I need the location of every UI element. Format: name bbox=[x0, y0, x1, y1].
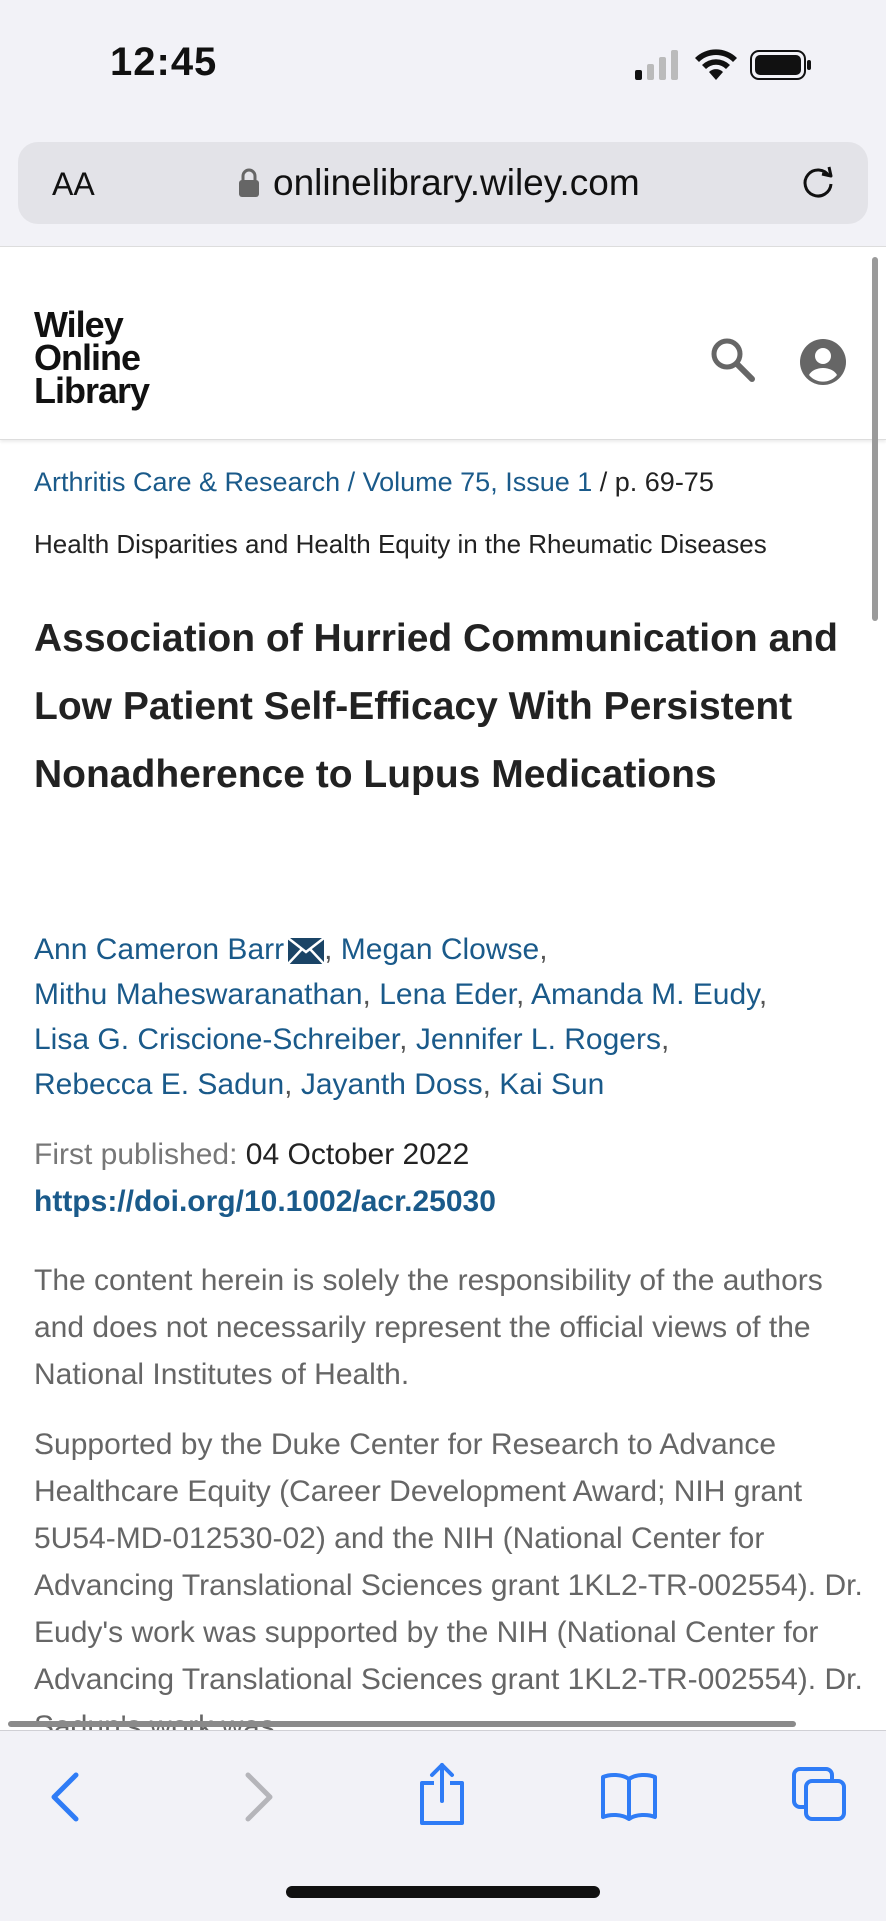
author-link[interactable]: Rebecca E. Sadun bbox=[34, 1068, 285, 1101]
home-indicator[interactable] bbox=[286, 1886, 600, 1898]
horizontal-scrollbar[interactable] bbox=[8, 1721, 796, 1727]
address-bar[interactable] bbox=[18, 142, 868, 224]
vertical-scrollbar[interactable] bbox=[872, 257, 878, 621]
author-link[interactable]: Kai Sun bbox=[499, 1068, 605, 1101]
reload-icon[interactable] bbox=[798, 162, 838, 202]
cellular-signal-icon bbox=[635, 50, 681, 80]
account-icon[interactable] bbox=[800, 339, 846, 385]
tabs-icon[interactable] bbox=[792, 1767, 846, 1821]
wiley-logo[interactable]: Wiley Online Library bbox=[34, 304, 150, 411]
site-header bbox=[0, 247, 886, 440]
clock: 12:45 bbox=[110, 40, 218, 84]
author-link[interactable]: Megan Clowse bbox=[340, 933, 540, 966]
author-link[interactable]: Jennifer L. Rogers bbox=[415, 1023, 661, 1056]
disclaimer-note: The content herein is solely the responsibility of the authors and does not necessarily represent the official views of the National Institutes of Health. bbox=[34, 1264, 823, 1391]
published-date: 04 October 2022 bbox=[245, 1138, 470, 1171]
lock-icon bbox=[238, 168, 260, 198]
bookmarks-icon[interactable] bbox=[600, 1771, 658, 1821]
published-label: First published: bbox=[34, 1138, 238, 1171]
back-icon[interactable] bbox=[46, 1769, 86, 1825]
author-link[interactable]: Amanda M. Eudy bbox=[531, 978, 759, 1011]
article-section: Health Disparities and Health Equity in the Rheumatic Diseases bbox=[34, 529, 767, 559]
wifi-icon bbox=[694, 48, 738, 82]
search-icon[interactable] bbox=[710, 337, 756, 383]
text-size-button[interactable]: AA bbox=[52, 166, 95, 202]
author-link[interactable]: Mithu Maheswaranathan bbox=[34, 978, 363, 1011]
mail-icon[interactable] bbox=[288, 938, 324, 964]
battery-icon bbox=[750, 50, 812, 80]
funding-note: Supported by the Duke Center for Research to Advance Healthcare Equity (Career Development Award; NIH grant 5U54-MD-012530-02) and the NIH (National Center for Advancing Translational Sciences grant 1KL2-TR-002554). Dr. Eudy's work was supported by the NIH (National Center for Advancing Translational Sciences grant 1KL2-TR-002554). Dr. bbox=[34, 1428, 863, 1696]
doi-link[interactable]: https://doi.org/10.1002/acr.25030 bbox=[34, 1185, 496, 1218]
status-bar bbox=[0, 0, 886, 130]
share-icon[interactable] bbox=[416, 1761, 468, 1827]
author-link[interactable]: Ann Cameron Barr bbox=[34, 933, 285, 966]
author-list: Ann Cameron Barr , Megan Clowse, Mithu Maheswaranathan, Lena Eder, Amanda M. Eudy, Lisa G. Criscione-Schreiber, Jennifer L. Rogers, Rebecca E. Sadun, Jayanth Doss, Kai Sun bbox=[34, 933, 768, 1101]
article-title: Association of Hurried Communication and Low Patient Self-Efficacy With Persistent Nonadherence to Lupus Medications bbox=[34, 617, 838, 796]
forward-icon[interactable] bbox=[238, 1769, 278, 1825]
published-info bbox=[34, 1138, 469, 1172]
author-link[interactable]: Jayanth Doss bbox=[300, 1068, 483, 1101]
web-page bbox=[0, 246, 886, 1731]
url-domain[interactable]: onlinelibrary.wiley.com bbox=[273, 162, 640, 203]
breadcrumb: Arthritis Care & Research / Volume 75, Issue 1 / p. 69-75 bbox=[34, 467, 714, 497]
journal-link[interactable]: Arthritis Care & Research / Volume 75, Issue 1 bbox=[34, 467, 593, 497]
page-range: p. 69-75 bbox=[614, 467, 714, 497]
author-link[interactable]: Lisa G. Criscione-Schreiber bbox=[34, 1023, 400, 1056]
author-link[interactable]: Lena Eder bbox=[379, 978, 516, 1011]
